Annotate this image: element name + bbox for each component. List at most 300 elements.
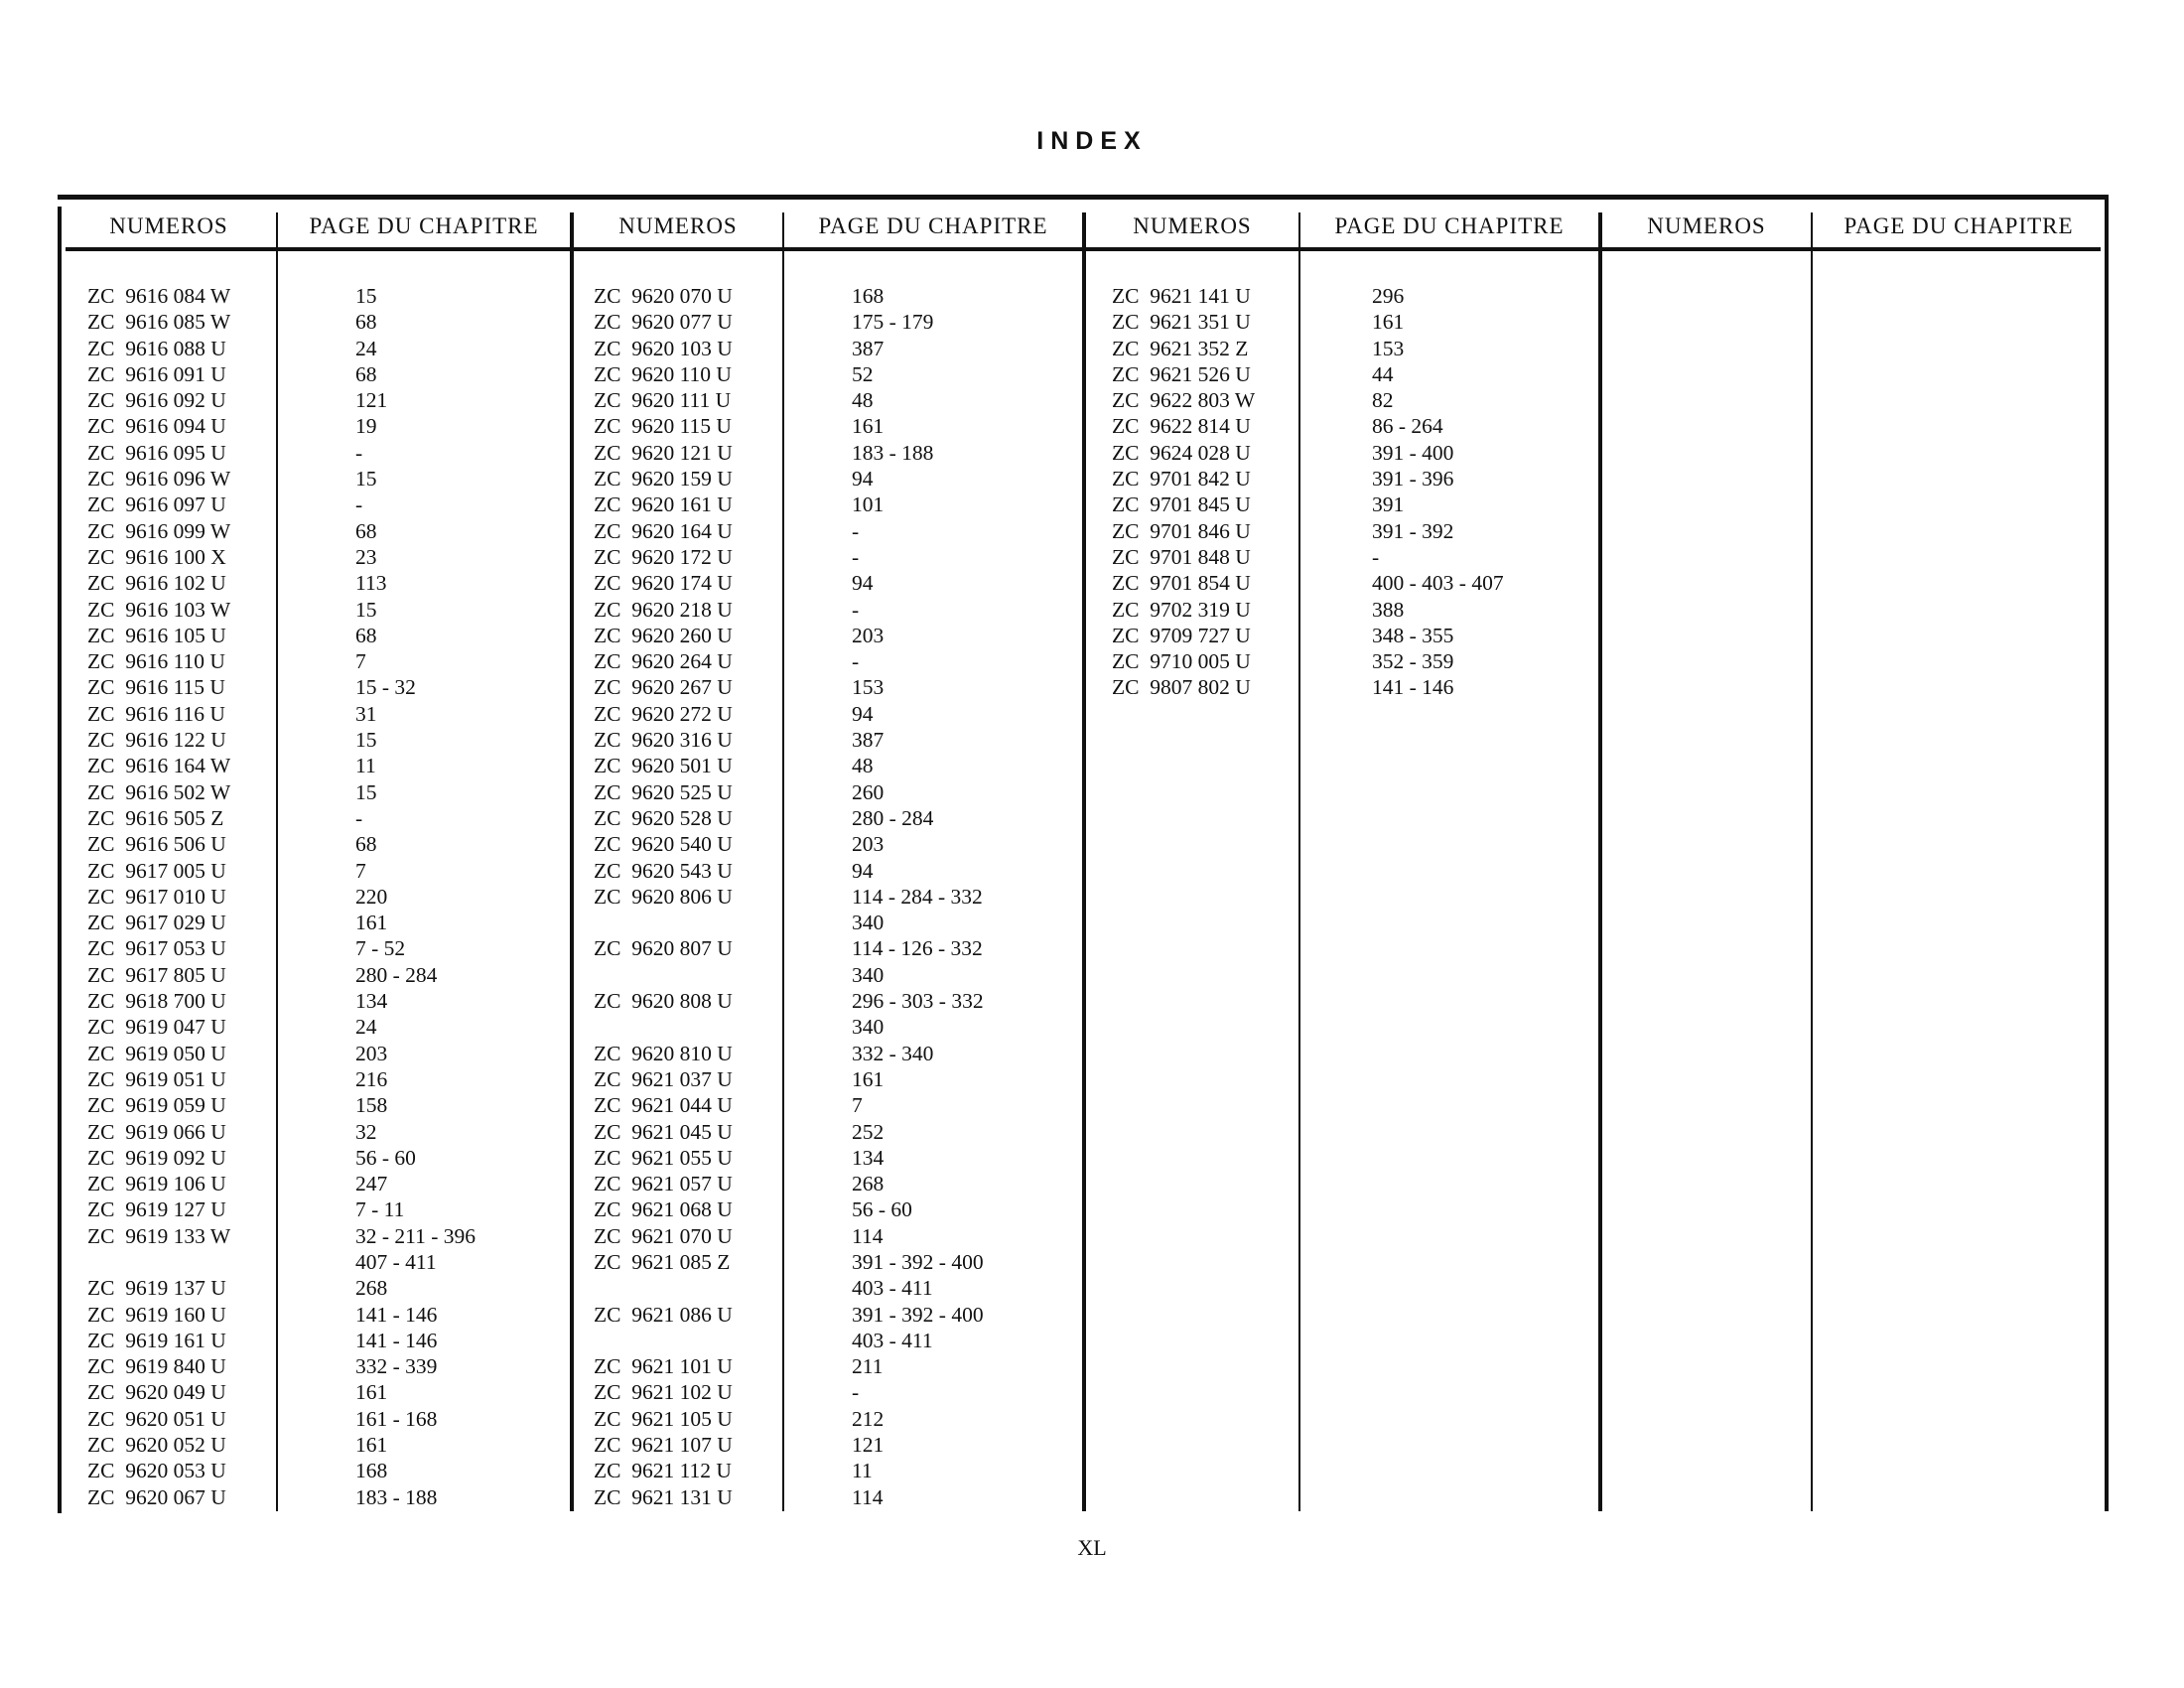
chapter-page: 15	[355, 597, 377, 622]
part-number: ZC 9618 700 U	[87, 989, 226, 1014]
index-entry	[87, 309, 564, 335]
part-number: ZC 9621 105 U	[594, 1406, 733, 1431]
chapter-page: 68	[355, 361, 377, 386]
part-number: ZC 9620 115 U	[594, 414, 732, 439]
part-number: ZC 9621 055 U	[594, 1145, 733, 1170]
part-number: ZC 9620 164 U	[594, 518, 733, 543]
index-entry	[87, 1041, 564, 1066]
index-entry	[87, 518, 564, 544]
chapter-page: 141 - 146	[1372, 675, 1454, 700]
chapter-page: 296 - 303 - 332	[852, 989, 984, 1014]
header-page-du-chapitre: PAGE DU CHAPITRE	[1334, 213, 1565, 238]
part-number: ZC 9619 066 U	[87, 1119, 226, 1144]
part-number: ZC 9617 053 U	[87, 936, 226, 961]
chapter-page: 44	[1372, 361, 1394, 386]
part-number: ZC 9616 092 U	[87, 388, 226, 413]
chapter-page: -	[355, 440, 363, 465]
index-entry	[1112, 283, 1588, 309]
chapter-page: 175 - 179	[852, 310, 934, 335]
part-number: ZC 9620 267 U	[594, 675, 733, 700]
chapter-page: 31	[355, 701, 377, 726]
index-entry	[87, 387, 564, 413]
index-entry	[1112, 387, 1588, 413]
part-number: ZC 9617 010 U	[87, 884, 226, 909]
header-numeros: NUMEROS	[618, 213, 738, 238]
chapter-page: 56 - 60	[852, 1197, 912, 1222]
index-entry	[594, 440, 1070, 466]
index-entry	[594, 1379, 1070, 1405]
part-number: ZC 9620 111 U	[594, 388, 732, 413]
header-numeros: NUMEROS	[109, 213, 228, 238]
index-column-2	[594, 283, 1070, 1510]
part-number: ZC 9621 352 Z	[1112, 336, 1249, 360]
index-entry	[594, 1406, 1070, 1432]
index-entry	[87, 1092, 564, 1118]
index-entry	[87, 544, 564, 570]
index-entry	[594, 623, 1070, 648]
chapter-page: 141 - 146	[355, 1302, 438, 1327]
index-entry	[594, 1066, 1070, 1092]
index-entry	[87, 727, 564, 753]
index-entry	[594, 1223, 1070, 1249]
part-number: ZC 9620 808 U	[594, 989, 733, 1014]
part-number: ZC 9621 131 U	[594, 1484, 733, 1509]
index-entry	[594, 1092, 1070, 1118]
chapter-page: 68	[355, 518, 377, 543]
chapter-page: 48	[852, 388, 874, 413]
chapter-page: 268	[852, 1172, 885, 1196]
chapter-page: 23	[355, 544, 377, 569]
index-entry	[594, 1458, 1070, 1483]
chapter-page: 387	[852, 336, 885, 360]
part-number: ZC 9616 095 U	[87, 440, 226, 465]
index-entry	[87, 648, 564, 674]
chapter-page: 15	[355, 728, 377, 753]
index-entry	[594, 1145, 1070, 1171]
chapter-page: 247	[355, 1172, 388, 1196]
index-entry	[87, 805, 564, 831]
chapter-page: 403 - 411	[852, 1276, 933, 1301]
chapter-page: 391 - 392 - 400	[852, 1302, 984, 1327]
index-entry	[594, 1119, 1070, 1145]
part-number: ZC 9616 122 U	[87, 728, 226, 753]
column-divider	[2105, 195, 2109, 1511]
chapter-page: 203	[852, 832, 885, 857]
chapter-page: 161	[355, 1433, 388, 1458]
part-number: ZC 9616 085 W	[87, 310, 231, 335]
index-entry	[1112, 336, 1588, 361]
chapter-page: 161 - 168	[355, 1406, 438, 1431]
index-entry	[594, 1249, 1070, 1302]
part-number: ZC 9620 049 U	[87, 1380, 226, 1405]
index-entry	[1112, 492, 1588, 517]
part-number: ZC 9616 094 U	[87, 414, 226, 439]
chapter-page: 7	[852, 1093, 863, 1118]
chapter-page: 183 - 188	[852, 440, 934, 465]
index-entry	[594, 413, 1070, 439]
chapter-page: -	[852, 518, 860, 543]
part-number: ZC 9620 316 U	[594, 728, 733, 753]
column-divider	[58, 207, 62, 1513]
index-entry	[594, 753, 1070, 778]
chapter-page: 15 - 32	[355, 675, 416, 700]
index-entry	[87, 910, 564, 935]
index-entry	[1112, 361, 1588, 387]
part-number: ZC 9620 501 U	[594, 754, 733, 778]
part-number: ZC 9620 540 U	[594, 832, 733, 857]
part-number: ZC 9617 805 U	[87, 962, 226, 987]
index-entry	[594, 648, 1070, 674]
chapter-page: -	[355, 492, 363, 517]
part-number: ZC 9616 100 X	[87, 544, 226, 569]
part-number: ZC 9624 028 U	[1112, 440, 1251, 465]
part-number: ZC 9616 164 W	[87, 754, 231, 778]
index-column-1	[87, 283, 564, 1510]
chapter-page: 260	[852, 779, 885, 804]
index-entry	[1112, 309, 1588, 335]
index-entry	[1112, 648, 1588, 674]
header-page-du-chapitre: PAGE DU CHAPITRE	[818, 213, 1048, 238]
part-number: ZC 9702 319 U	[1112, 597, 1251, 622]
part-number: ZC 9622 803 W	[1112, 388, 1256, 413]
chapter-page: 161	[1372, 310, 1405, 335]
part-number: ZC 9620 810 U	[594, 1041, 733, 1065]
chapter-page: 94	[852, 858, 874, 883]
index-entry	[594, 674, 1070, 700]
index-entry	[87, 753, 564, 778]
chapter-page: 161	[355, 911, 388, 935]
chapter-page: 32 - 211 - 396	[355, 1223, 477, 1248]
chapter-page: 161	[355, 1380, 388, 1405]
index-entry	[87, 988, 564, 1014]
chapter-page: 168	[355, 1459, 388, 1483]
header-page-du-chapitre: PAGE DU CHAPITRE	[309, 213, 539, 238]
chapter-page: 268	[355, 1276, 388, 1301]
chapter-page: 332 - 340	[852, 1041, 934, 1065]
part-number: ZC 9616 116 U	[87, 701, 225, 726]
chapter-page: -	[852, 544, 860, 569]
chapter-page: 11	[355, 754, 376, 778]
part-number: ZC 9619 106 U	[87, 1172, 226, 1196]
chapter-page: 7 - 52	[355, 936, 406, 961]
column-divider	[1598, 212, 1602, 1511]
chapter-page: 24	[355, 336, 377, 360]
part-number: ZC 9620 052 U	[87, 1433, 226, 1458]
index-entry	[87, 674, 564, 700]
index-entry	[87, 570, 564, 596]
index-table	[58, 195, 2109, 1511]
part-number: ZC 9616 110 U	[87, 649, 225, 674]
index-entry	[594, 935, 1070, 988]
part-number: ZC 9620 053 U	[87, 1459, 226, 1483]
part-number: ZC 9616 102 U	[87, 571, 226, 596]
part-number: ZC 9709 727 U	[1112, 623, 1251, 647]
chapter-page: 220	[355, 884, 388, 909]
part-number: ZC 9620 077 U	[594, 310, 733, 335]
part-number: ZC 9620 260 U	[594, 623, 733, 647]
chapter-page: 340	[852, 962, 885, 987]
part-number: ZC 9620 070 U	[594, 284, 733, 308]
part-number: ZC 9621 107 U	[594, 1433, 733, 1458]
index-entry	[594, 1171, 1070, 1196]
index-entry	[87, 962, 564, 988]
part-number: ZC 9619 137 U	[87, 1276, 226, 1301]
index-entry	[87, 413, 564, 439]
part-number: ZC 9617 005 U	[87, 858, 226, 883]
part-number: ZC 9620 806 U	[594, 884, 733, 909]
index-entry	[87, 779, 564, 805]
index-entry	[1112, 413, 1588, 439]
index-entry	[594, 1353, 1070, 1379]
index-column-3	[1112, 283, 1588, 701]
chapter-page: 252	[852, 1119, 885, 1144]
index-entry	[87, 935, 564, 961]
chapter-page: 296	[1372, 284, 1405, 308]
chapter-page: 7	[355, 858, 366, 883]
chapter-page: 280 - 284	[852, 805, 934, 830]
header-numeros: NUMEROS	[1647, 213, 1766, 238]
part-number: ZC 9620 218 U	[594, 597, 733, 622]
chapter-page: 403 - 411	[852, 1328, 933, 1352]
part-number: ZC 9621 086 U	[594, 1302, 733, 1327]
part-number: ZC 9620 528 U	[594, 805, 733, 830]
chapter-page: 15	[355, 779, 377, 804]
part-number: ZC 9621 037 U	[594, 1066, 733, 1091]
part-number: ZC 9619 051 U	[87, 1066, 226, 1091]
part-number: ZC 9620 807 U	[594, 936, 733, 961]
index-entry	[87, 1302, 564, 1328]
column-divider	[570, 212, 574, 1511]
part-number: ZC 9619 047 U	[87, 1015, 226, 1040]
part-number: ZC 9617 029 U	[87, 911, 226, 935]
part-number: ZC 9619 840 U	[87, 1354, 226, 1379]
index-entry	[594, 831, 1070, 857]
part-number: ZC 9616 084 W	[87, 284, 231, 308]
chapter-page: 407 - 411	[355, 1249, 437, 1274]
index-entry	[594, 283, 1070, 309]
chapter-page: 161	[852, 414, 885, 439]
part-number: ZC 9622 814 U	[1112, 414, 1251, 439]
chapter-page: 82	[1372, 388, 1394, 413]
index-entry	[594, 387, 1070, 413]
part-number: ZC 9616 502 W	[87, 779, 231, 804]
part-number: ZC 9620 264 U	[594, 649, 733, 674]
chapter-page: 203	[852, 623, 885, 647]
chapter-page: 203	[355, 1041, 388, 1065]
index-entry	[87, 884, 564, 910]
chapter-page: 134	[355, 989, 388, 1014]
index-entry	[87, 1119, 564, 1145]
part-number: ZC 9620 172 U	[594, 544, 733, 569]
index-entry	[594, 361, 1070, 387]
chapter-page: 48	[852, 754, 874, 778]
part-number: ZC 9619 059 U	[87, 1093, 226, 1118]
part-number: ZC 9701 845 U	[1112, 492, 1251, 517]
index-entry	[87, 1066, 564, 1092]
index-entry	[87, 1275, 564, 1301]
part-number: ZC 9701 846 U	[1112, 518, 1251, 543]
chapter-page: 15	[355, 467, 377, 492]
chapter-page: -	[852, 597, 860, 622]
chapter-page: 68	[355, 623, 377, 647]
index-entry	[594, 805, 1070, 831]
chapter-page: 391 - 392	[1372, 518, 1454, 543]
part-number: ZC 9621 057 U	[594, 1172, 733, 1196]
index-entry	[1112, 623, 1588, 648]
part-number: ZC 9701 854 U	[1112, 571, 1251, 596]
part-number: ZC 9621 085 Z	[594, 1249, 731, 1274]
chapter-page: 153	[1372, 336, 1405, 360]
part-number: ZC 9616 115 U	[87, 675, 225, 700]
part-number: ZC 9616 097 U	[87, 492, 226, 517]
chapter-page: 68	[355, 832, 377, 857]
index-entry	[594, 1041, 1070, 1066]
index-entry	[87, 1432, 564, 1458]
chapter-page: 161	[852, 1066, 885, 1091]
part-number: ZC 9621 045 U	[594, 1119, 733, 1144]
index-entry	[87, 1484, 564, 1510]
chapter-page: 7	[355, 649, 366, 674]
chapter-page: 11	[852, 1459, 873, 1483]
chapter-page: 348 - 355	[1372, 623, 1454, 647]
part-number: ZC 9619 050 U	[87, 1041, 226, 1065]
chapter-page: 216	[355, 1066, 388, 1091]
chapter-page: 52	[852, 361, 874, 386]
part-number: ZC 9710 005 U	[1112, 649, 1251, 674]
part-number: ZC 9616 088 U	[87, 336, 226, 360]
index-entry	[87, 1406, 564, 1432]
part-number: ZC 9619 161 U	[87, 1328, 226, 1352]
column-divider	[1082, 212, 1086, 1511]
part-number: ZC 9616 105 U	[87, 623, 226, 647]
chapter-page: 168	[852, 284, 885, 308]
index-entry	[594, 518, 1070, 544]
part-number: ZC 9619 092 U	[87, 1145, 226, 1170]
table-top-rule	[58, 195, 2109, 200]
part-number: ZC 9620 161 U	[594, 492, 733, 517]
chapter-page: 15	[355, 284, 377, 308]
index-entry	[87, 597, 564, 623]
part-number: ZC 9621 101 U	[594, 1354, 733, 1379]
part-number: ZC 9701 842 U	[1112, 467, 1251, 492]
header-page-du-chapitre: PAGE DU CHAPITRE	[1843, 213, 2074, 238]
chapter-page: 114 - 284 - 332	[852, 884, 983, 909]
part-number: ZC 9621 070 U	[594, 1223, 733, 1248]
part-number: ZC 9621 044 U	[594, 1093, 733, 1118]
part-number: ZC 9616 506 U	[87, 832, 226, 857]
index-entry	[594, 988, 1070, 1041]
chapter-page: 86 - 264	[1372, 414, 1443, 439]
part-number: ZC 9620 067 U	[87, 1484, 226, 1509]
chapter-page: 141 - 146	[355, 1328, 438, 1352]
chapter-page: 391 - 396	[1372, 467, 1454, 492]
part-number: ZC 9616 096 W	[87, 467, 231, 492]
part-number: ZC 9619 133 W	[87, 1223, 231, 1248]
index-entry	[87, 336, 564, 361]
page-title: INDEX	[1036, 127, 1148, 155]
chapter-page: 153	[852, 675, 885, 700]
chapter-page: -	[852, 649, 860, 674]
column-divider	[1811, 212, 1813, 1511]
part-number: ZC 9616 091 U	[87, 361, 226, 386]
index-entry	[87, 1171, 564, 1196]
chapter-page: 121	[355, 388, 388, 413]
index-entry	[594, 701, 1070, 727]
index-entry	[87, 1196, 564, 1222]
chapter-page: 352 - 359	[1372, 649, 1454, 674]
index-entry	[594, 727, 1070, 753]
index-entry	[1112, 597, 1588, 623]
part-number: ZC 9620 121 U	[594, 440, 733, 465]
chapter-page: 113	[355, 571, 387, 596]
part-number: ZC 9621 102 U	[594, 1380, 733, 1405]
part-number: ZC 9621 526 U	[1112, 361, 1251, 386]
index-entry	[594, 492, 1070, 517]
index-entry	[594, 1196, 1070, 1222]
part-number: ZC 9621 351 U	[1112, 310, 1251, 335]
index-entry	[594, 1302, 1070, 1354]
part-number: ZC 9620 272 U	[594, 701, 733, 726]
index-entry	[87, 858, 564, 884]
index-entry	[594, 544, 1070, 570]
part-number: ZC 9620 525 U	[594, 779, 733, 804]
chapter-page: 183 - 188	[355, 1484, 438, 1509]
chapter-page: 114 - 126 - 332	[852, 936, 983, 961]
index-entry	[87, 1353, 564, 1379]
chapter-page: 19	[355, 414, 377, 439]
index-entry	[87, 361, 564, 387]
index-entry	[87, 1223, 564, 1276]
part-number: ZC 9620 174 U	[594, 571, 733, 596]
chapter-page: 134	[852, 1145, 885, 1170]
chapter-page: 32	[355, 1119, 377, 1144]
chapter-page: 94	[852, 571, 874, 596]
part-number: ZC 9620 051 U	[87, 1406, 226, 1431]
page-number: XL	[1077, 1535, 1107, 1560]
chapter-page: 332 - 339	[355, 1354, 438, 1379]
part-number: ZC 9621 068 U	[594, 1197, 733, 1222]
part-number: ZC 9620 159 U	[594, 467, 733, 492]
part-number: ZC 9701 848 U	[1112, 544, 1251, 569]
chapter-page: 56 - 60	[355, 1145, 416, 1170]
index-entry	[594, 597, 1070, 623]
index-entry	[1112, 466, 1588, 492]
chapter-page: 340	[852, 1015, 885, 1040]
index-entry	[594, 309, 1070, 335]
index-entry	[87, 1014, 564, 1040]
index-entry	[87, 831, 564, 857]
index-entry	[87, 283, 564, 309]
index-entry	[87, 466, 564, 492]
part-number: ZC 9619 127 U	[87, 1197, 226, 1222]
chapter-page: 101	[852, 492, 885, 517]
header-numeros: NUMEROS	[1133, 213, 1252, 238]
index-entry	[87, 1458, 564, 1483]
part-number: ZC 9620 543 U	[594, 858, 733, 883]
index-entry	[87, 492, 564, 517]
chapter-page: 114	[852, 1484, 884, 1509]
index-entry	[594, 858, 1070, 884]
chapter-page: 24	[355, 1015, 377, 1040]
index-entry	[594, 570, 1070, 596]
part-number: ZC 9620 103 U	[594, 336, 733, 360]
part-number: ZC 9807 802 U	[1112, 675, 1251, 700]
chapter-page: 212	[852, 1406, 885, 1431]
chapter-page: 94	[852, 701, 874, 726]
index-entry	[594, 779, 1070, 805]
part-number: ZC 9621 141 U	[1112, 284, 1251, 308]
part-number: ZC 9616 103 W	[87, 597, 231, 622]
